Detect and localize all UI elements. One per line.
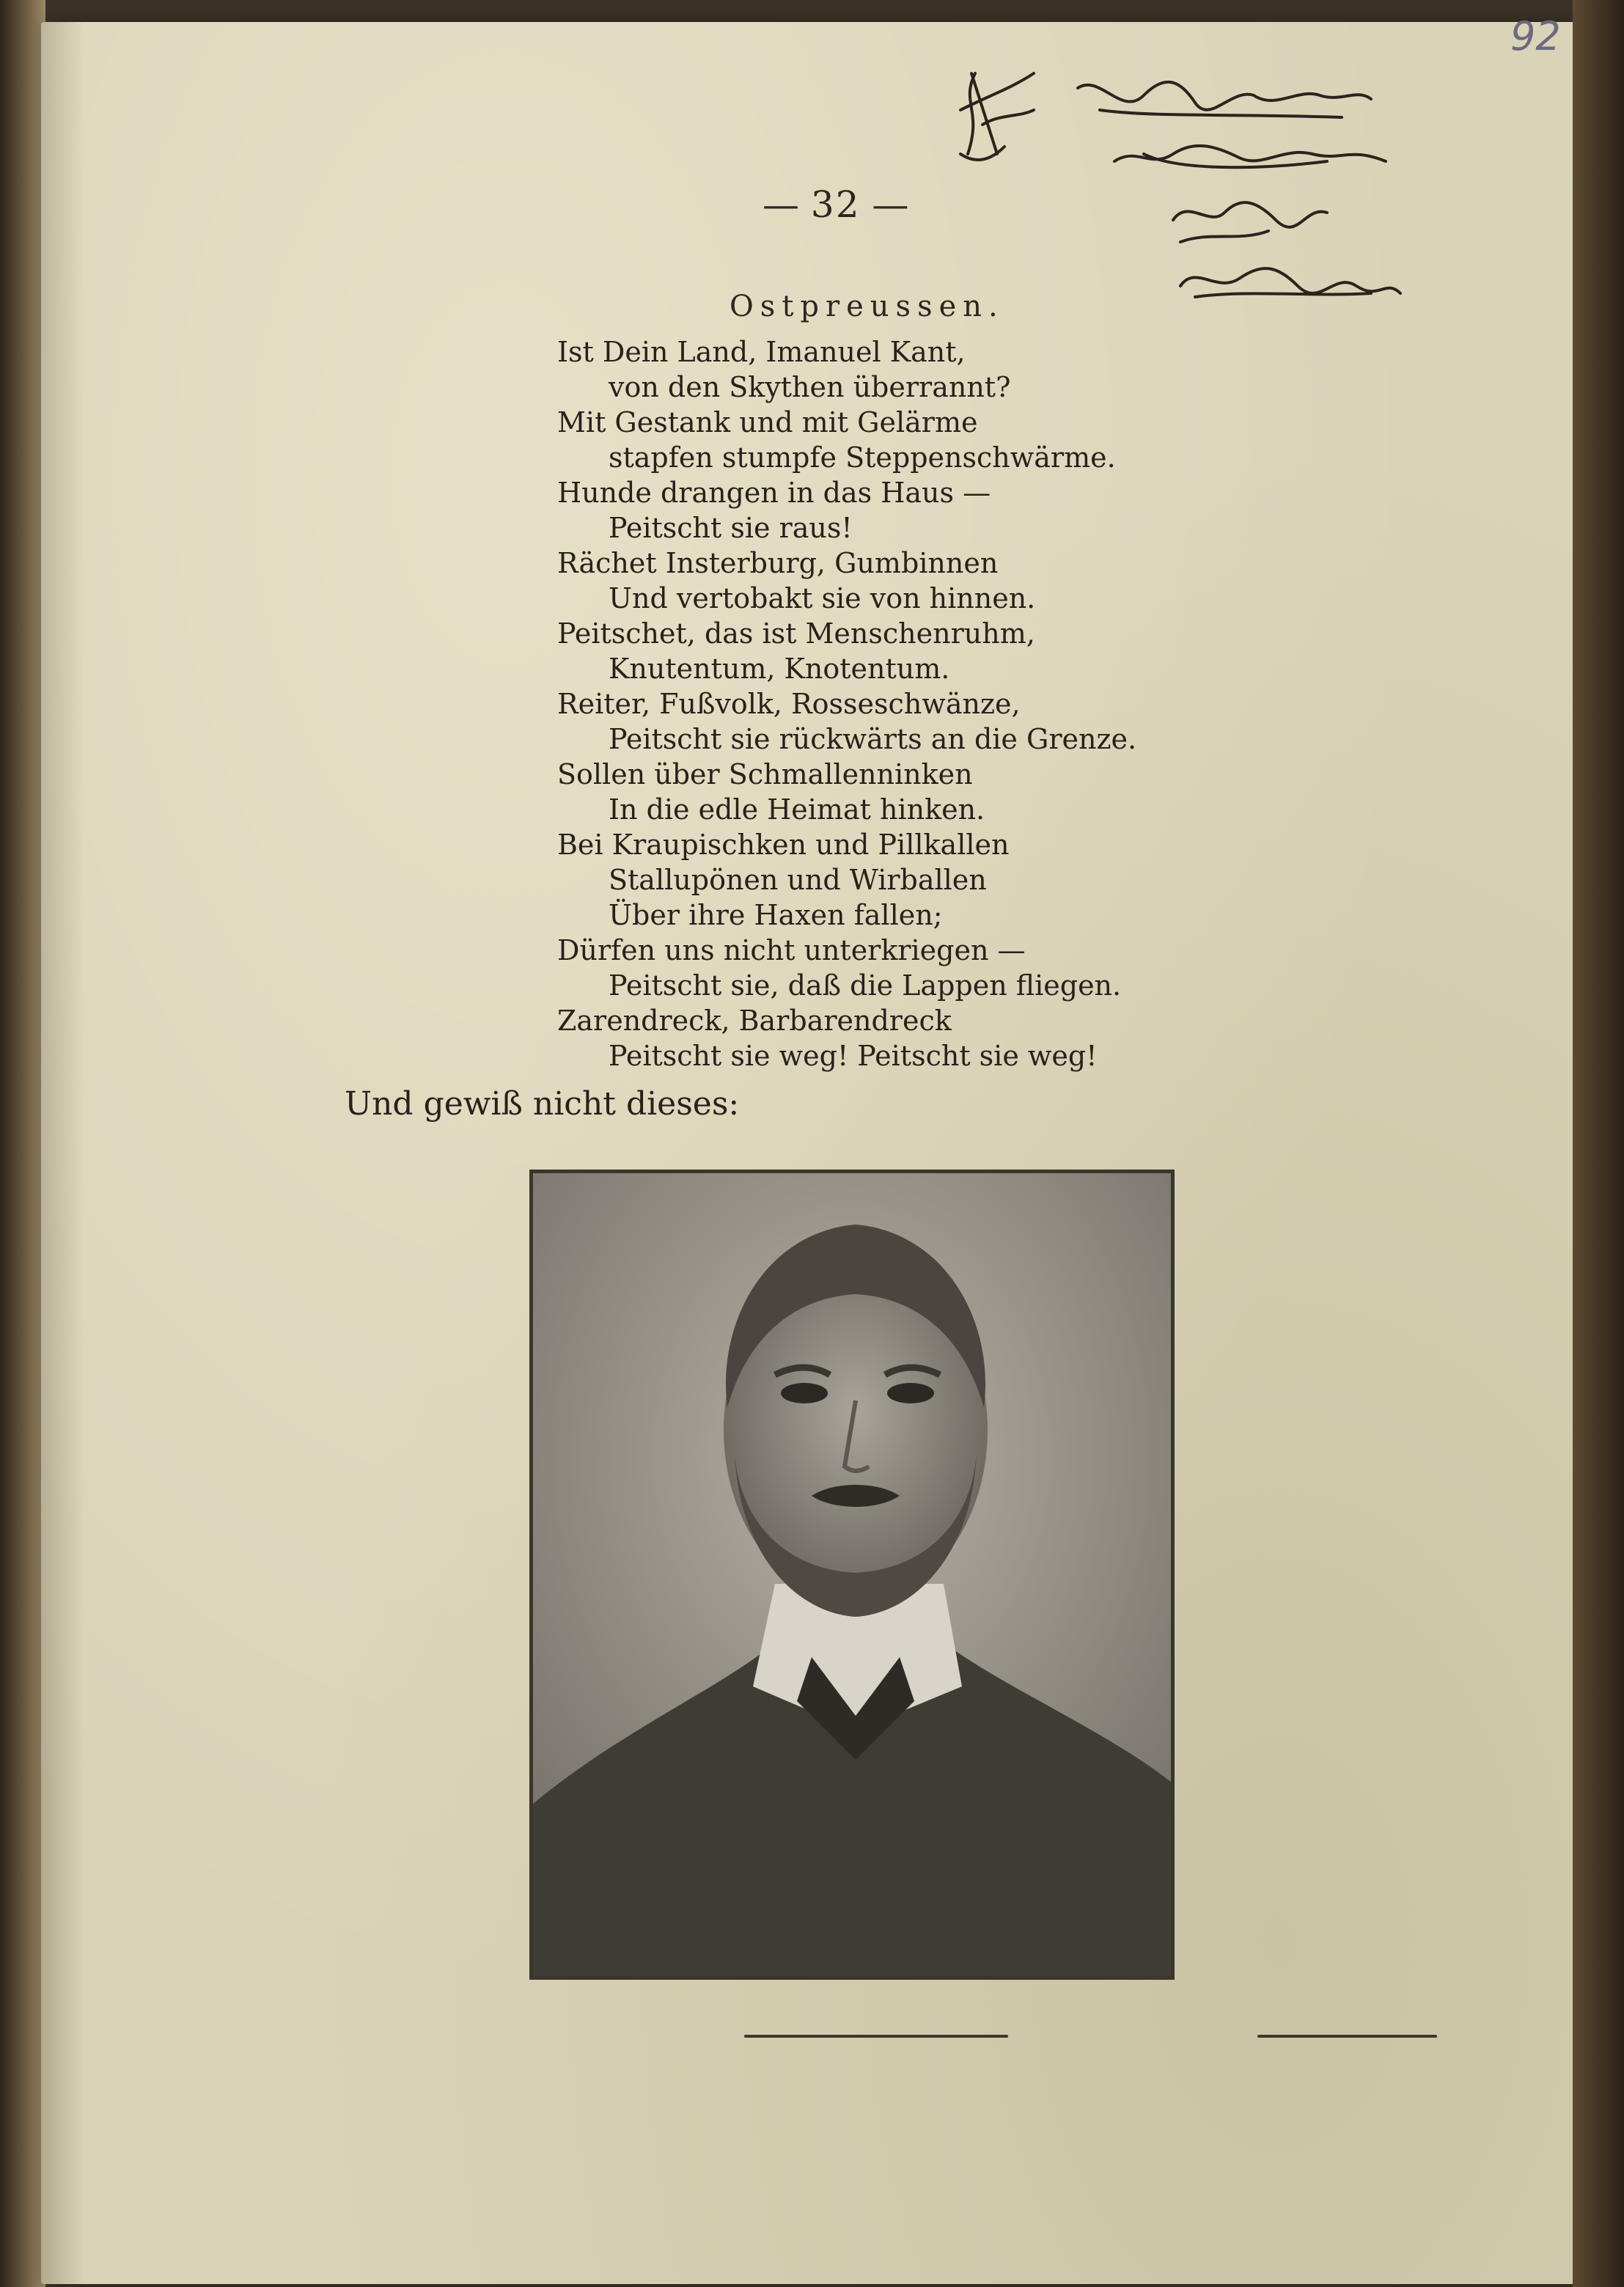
divider-line-right [1257,2035,1437,2038]
poem-line: Peitscht sie weg! Peitscht sie weg! [609,1040,1098,1072]
poem-line: Über ihre Haxen fallen; [609,899,943,931]
poem-line: Und vertobakt sie von hinnen. [609,582,1036,614]
poem-title: Ostpreussen. [730,290,1004,323]
poem-line: Mit Gestank und mit Gelärme [557,406,978,438]
poem-line: Dürfen uns nicht unterkriegen — [557,934,1026,966]
handwriting-signature-icon [931,44,1474,352]
page-number: — 32 — [763,183,909,226]
archive-page-number: 92 [1510,13,1561,59]
poem-line: stapfen stumpfe Steppenschwärme. [609,441,1116,474]
poem-line: Stallupönen und Wirballen [609,864,987,896]
poem-line: Bei Kraupischken und Pillkallen [557,829,1010,861]
poem-line: Hunde drangen in das Haus — [557,477,991,509]
poem-line: Peitscht sie rückwärts an die Grenze. [609,723,1137,755]
page-edge-shadow [1573,0,1624,2287]
divider-line-left [744,2035,1008,2038]
poem-line: von den Skythen überrannt? [609,371,1011,403]
poem-line: Peitschet, das ist Menschenruhm, [557,617,1035,650]
poem-line: Rächet Insterburg, Gumbinnen [557,547,999,579]
poem-line: Knutentum, Knotentum. [609,653,950,685]
poem-line: Peitscht sie, daß die Lappen fliegen. [609,969,1122,1002]
poem-line: Reiter, Fußvolk, Rosseschwänze, [557,688,1021,720]
poem-line: Zarendreck, Barbarendreck [557,1005,952,1037]
poem-line: Peitscht sie raus! [609,512,853,544]
handwritten-annotation [931,44,1474,352]
image-caption: Und gewiß nicht dieses: [345,1085,740,1123]
poem-line: In die edle Heimat hinken. [609,793,985,826]
book-spine [0,0,45,2287]
poem-line: Ist Dein Land, Imanuel Kant, [557,336,966,368]
portrait-photo [529,1170,1175,1980]
poem-body [557,334,1422,1073]
portrait-man-icon [533,1173,1171,1976]
poem-line: Sollen über Schmallenninken [557,758,973,790]
